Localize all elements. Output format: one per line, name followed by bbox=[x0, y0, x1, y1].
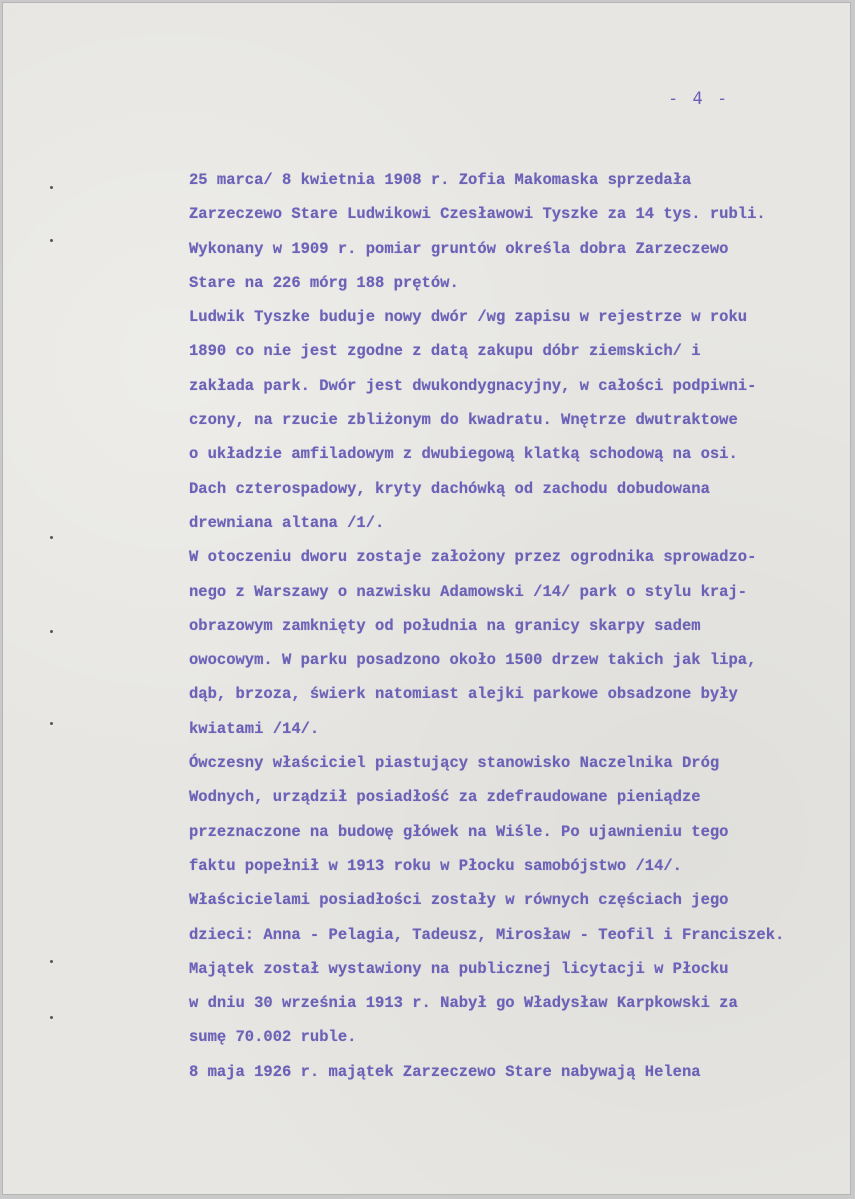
text-line: czony, na rzucie zbliżonym do kwadratu. Wnętrze dwutraktowe bbox=[189, 411, 738, 430]
margin-mark bbox=[50, 186, 53, 189]
text-line: dzieci: Anna - Pelagia, Tadeusz, Mirosław - Teofil i Franciszek. bbox=[189, 925, 785, 944]
text-line: Ówczesny właściciel piastujący stanowisko Naczelnika Dróg bbox=[189, 754, 720, 773]
text-line: 1890 co nie jest zgodne z datą zakupu dóbr ziemskich/ i bbox=[189, 342, 701, 361]
text-line: W otoczeniu dworu zostaje założony przez ogrodnika sprowadzo- bbox=[189, 548, 757, 567]
text-line: Właścicielami posiadłości zostały w równych częściach jego bbox=[189, 891, 729, 910]
text-line: nego z Warszawy o nazwisku Adamowski /14/ park o stylu kraj- bbox=[189, 582, 748, 601]
text-line: Majątek został wystawiony na publicznej licytacji w Płocku bbox=[189, 959, 729, 978]
text-line: owocowym. W parku posadzono około 1500 drzew takich jak lipa, bbox=[189, 651, 757, 670]
text-line: Zarzeczewo Stare Ludwikowi Czesławowi Tyszke za 14 tys. rubli. bbox=[189, 205, 766, 224]
text-line: Ludwik Tyszke buduje nowy dwór /wg zapisu w rejestrze w roku bbox=[189, 308, 748, 327]
text-line: 25 marca/ 8 kwietnia 1908 r. Zofia Makomaska sprzedała bbox=[189, 171, 692, 189]
text-line: przeznaczone na budowę główek na Wiśle. Po ujawnieniu tego bbox=[189, 822, 729, 841]
text-line: Dach czterospadowy, kryty dachówką od zachodu dobudowana bbox=[189, 479, 710, 498]
text-line: drewniana altana /1/. bbox=[189, 513, 385, 532]
text-line: dąb, brzoza, świerk natomiast alejki parkowe obsadzone były bbox=[189, 685, 738, 704]
margin-mark bbox=[50, 630, 53, 633]
text-line: Wodnych, urządził posiadłość za zdefraudowane pieniądze bbox=[189, 788, 701, 807]
text-line: o układzie amfiladowym z dwubiegową klatką schodową na osi. bbox=[189, 445, 738, 464]
margin-mark bbox=[50, 239, 53, 242]
document-page bbox=[2, 2, 851, 1195]
margin-mark bbox=[50, 1016, 53, 1019]
text-line: sumę 70.002 ruble. bbox=[189, 1028, 357, 1047]
text-line: obrazowym zamknięty od południa na granicy skarpy sadem bbox=[189, 616, 701, 635]
text-line: kwiatami /14/. bbox=[189, 719, 320, 738]
text-line: 8 maja 1926 r. majątek Zarzeczewo Stare nabywają Helena bbox=[189, 1062, 701, 1081]
text-line: zakłada park. Dwór jest dwukondygnacyjny, w całości podpiwni- bbox=[189, 376, 757, 395]
text-line: Wykonany w 1909 r. pomiar gruntów określa dobra Zarzeczewo bbox=[189, 239, 729, 258]
margin-mark bbox=[50, 960, 53, 963]
page-number: - 4 - bbox=[668, 89, 730, 109]
text-line: w dniu 30 września 1913 r. Nabył go Władysław Karpkowski za bbox=[189, 994, 738, 1013]
typed-text bbox=[189, 163, 849, 1089]
text-line: Stare na 226 mórg 188 prętów. bbox=[189, 273, 459, 292]
margin-mark bbox=[50, 536, 53, 539]
margin-mark bbox=[50, 722, 53, 725]
text-line: faktu popełnił w 1913 roku w Płocku samobójstwo /14/. bbox=[189, 856, 682, 875]
